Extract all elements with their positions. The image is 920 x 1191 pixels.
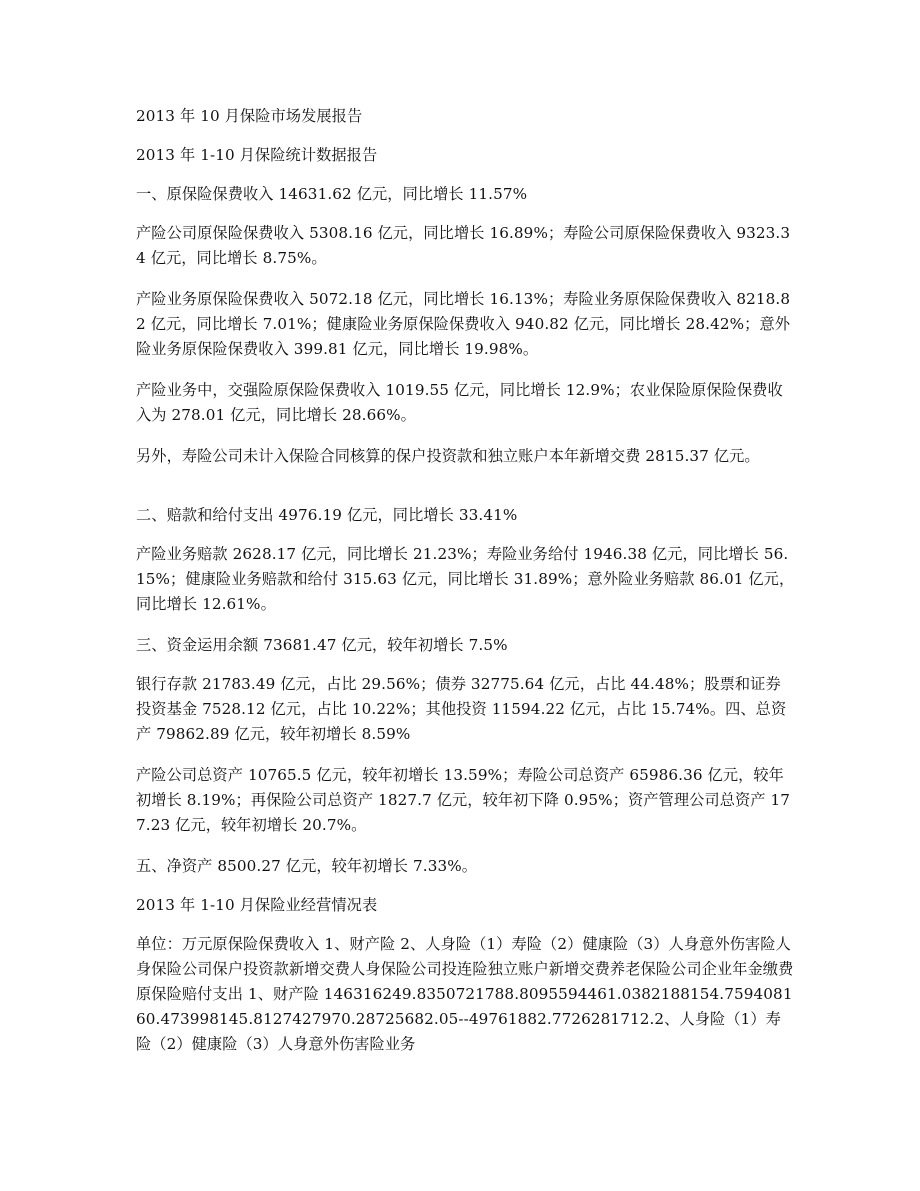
section-1-paragraph-1: 产险公司原保险保费收入 5308.16 亿元，同比增长 16.89%；寿险公司原保险保费收入 9323.34 亿元，同比增长 8.75%。 [136,224,791,267]
section-3-paragraph-1: 银行存款 21783.49 亿元，占比 29.56%；债券 32775.64 亿元，占比 44.48%；股票和证券投资基金 7528.12 亿元，占比 10.22%；其他投资 11594.22 亿元，占比 15.74%。四、总资产 79862.89 亿元，较年初增长 8.59% [136,675,787,743]
section-1-heading: 一、原保险保费收入 14631.62 亿元，同比增长 11.57% [136,185,528,203]
section-3-heading: 三、资金运用余额 73681.47 亿元，较年初增长 7.5% [136,636,508,654]
document-page [136,104,796,1057]
table-text: 单位：万元原保险保费收入 1、财产险 2、人身险（1）寿险（2）健康险（3）人身意外伤害险人身保险公司保户投资款新增交费人身保险公司投连险独立账户新增交费养老保险公司企业年金缴费原保险赔付支出 1、财产险 146316249.8350721788.8095594461.0382188154.759408160.473998145.8127427970.28725682.05--49761882.7726281712.2、人身险（1）寿险（2）健康险（3）人身意外伤害险业务 [136,935,794,1053]
section-2-paragraph-1: 产险业务赔款 2628.17 亿元，同比增长 21.23%；寿险业务给付 1946.38 亿元，同比增长 56.15%；健康险业务赔款和给付 315.63 亿元，同比增长 31.89%；意外险业务赔款 86.01 亿元，同比增长 12.61%。 [136,545,795,613]
section-5-heading: 五、净资产 8500.27 亿元，较年初增长 7.33%。 [136,857,478,875]
section-1-paragraph-4: 另外，寿险公司未计入保险合同核算的保户投资款和独立账户本年新增交费 2815.37 亿元。 [136,447,760,465]
table-title: 2013 年 1-10 月保险业经营情况表 [136,896,378,914]
section-4-paragraph-1: 产险公司总资产 10765.5 亿元，较年初增长 13.59%；寿险公司总资产 65986.36 亿元，较年初增长 8.19%；再保险公司总资产 1827.7 亿元，较年初下降 0.95%；资产管理公司总资产 177.23 亿元，较年初增长 20.7%。 [136,766,791,834]
section-1-paragraph-2: 产险业务原保险保费收入 5072.18 亿元，同比增长 16.13%；寿险业务原保险保费收入 8218.82 亿元，同比增长 7.01%；健康险业务原保险保费收入 940.82 亿元，同比增长 28.42%；意外险业务原保险保费收入 399.81 亿元，同比增长 19.98%。 [136,290,791,358]
section-2-heading: 二、赔款和给付支出 4976.19 亿元，同比增长 33.41% [136,506,518,524]
document-title: 2013 年 10 月保险市场发展报告 [136,107,363,125]
report-subtitle: 2013 年 1-10 月保险统计数据报告 [136,146,378,164]
section-1-paragraph-3: 产险业务中，交强险原保险保费收入 1019.55 亿元，同比增长 12.9%；农业保险原保险保费收入为 278.01 亿元，同比增长 28.66%。 [136,381,783,424]
